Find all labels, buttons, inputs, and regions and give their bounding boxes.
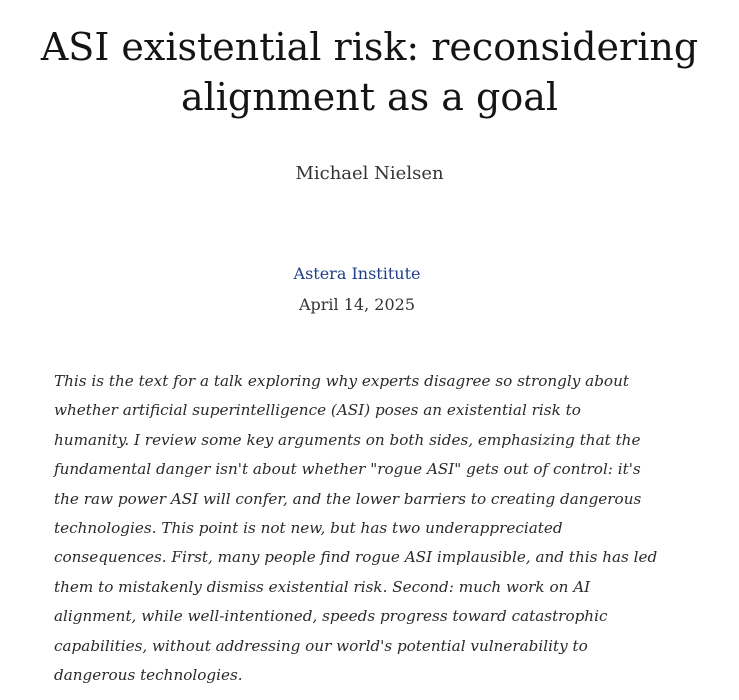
abstract-line: alignment, while well-intentioned, speeds progress toward catastrophic xyxy=(54,607,608,626)
abstract-line: capabilities, without addressing our world's potential vulnerability to xyxy=(54,636,588,655)
paper-title xyxy=(0,22,739,122)
publication-date: April 14, 2025 xyxy=(298,295,415,314)
abstract-line: technologies. This point is not new, but has two underappreciated xyxy=(54,519,563,538)
abstract-line: This is the text for a talk exploring why experts disagree so strongly about xyxy=(54,372,629,390)
abstract-line: dangerous technologies. xyxy=(54,666,243,685)
author-name: Michael Nielsen xyxy=(295,163,444,184)
paper-title-line: ASI existential risk: reconsidering xyxy=(40,25,699,69)
abstract-line: the raw power ASI will confer, and the lower barriers to creating dangerous xyxy=(54,489,642,508)
abstract-line: humanity. I review some key arguments on both sides, emphasizing that the xyxy=(54,430,641,449)
abstract-line: consequences. First, many people find rogue ASI implausible, and this has led xyxy=(54,548,658,567)
abstract xyxy=(54,367,726,690)
abstract-line: fundamental danger isn't about whether "rogue ASI" gets out of control: it's xyxy=(54,460,641,479)
abstract-line: them to mistakenly dismiss existential risk. Second: much work on AI xyxy=(54,577,591,596)
affiliation-link[interactable]: Astera Institute xyxy=(293,264,421,283)
paper-title-line: alignment as a goal xyxy=(180,75,559,119)
abstract-line: whether artificial superintelligence (ASI) poses an existential risk to xyxy=(54,401,581,420)
